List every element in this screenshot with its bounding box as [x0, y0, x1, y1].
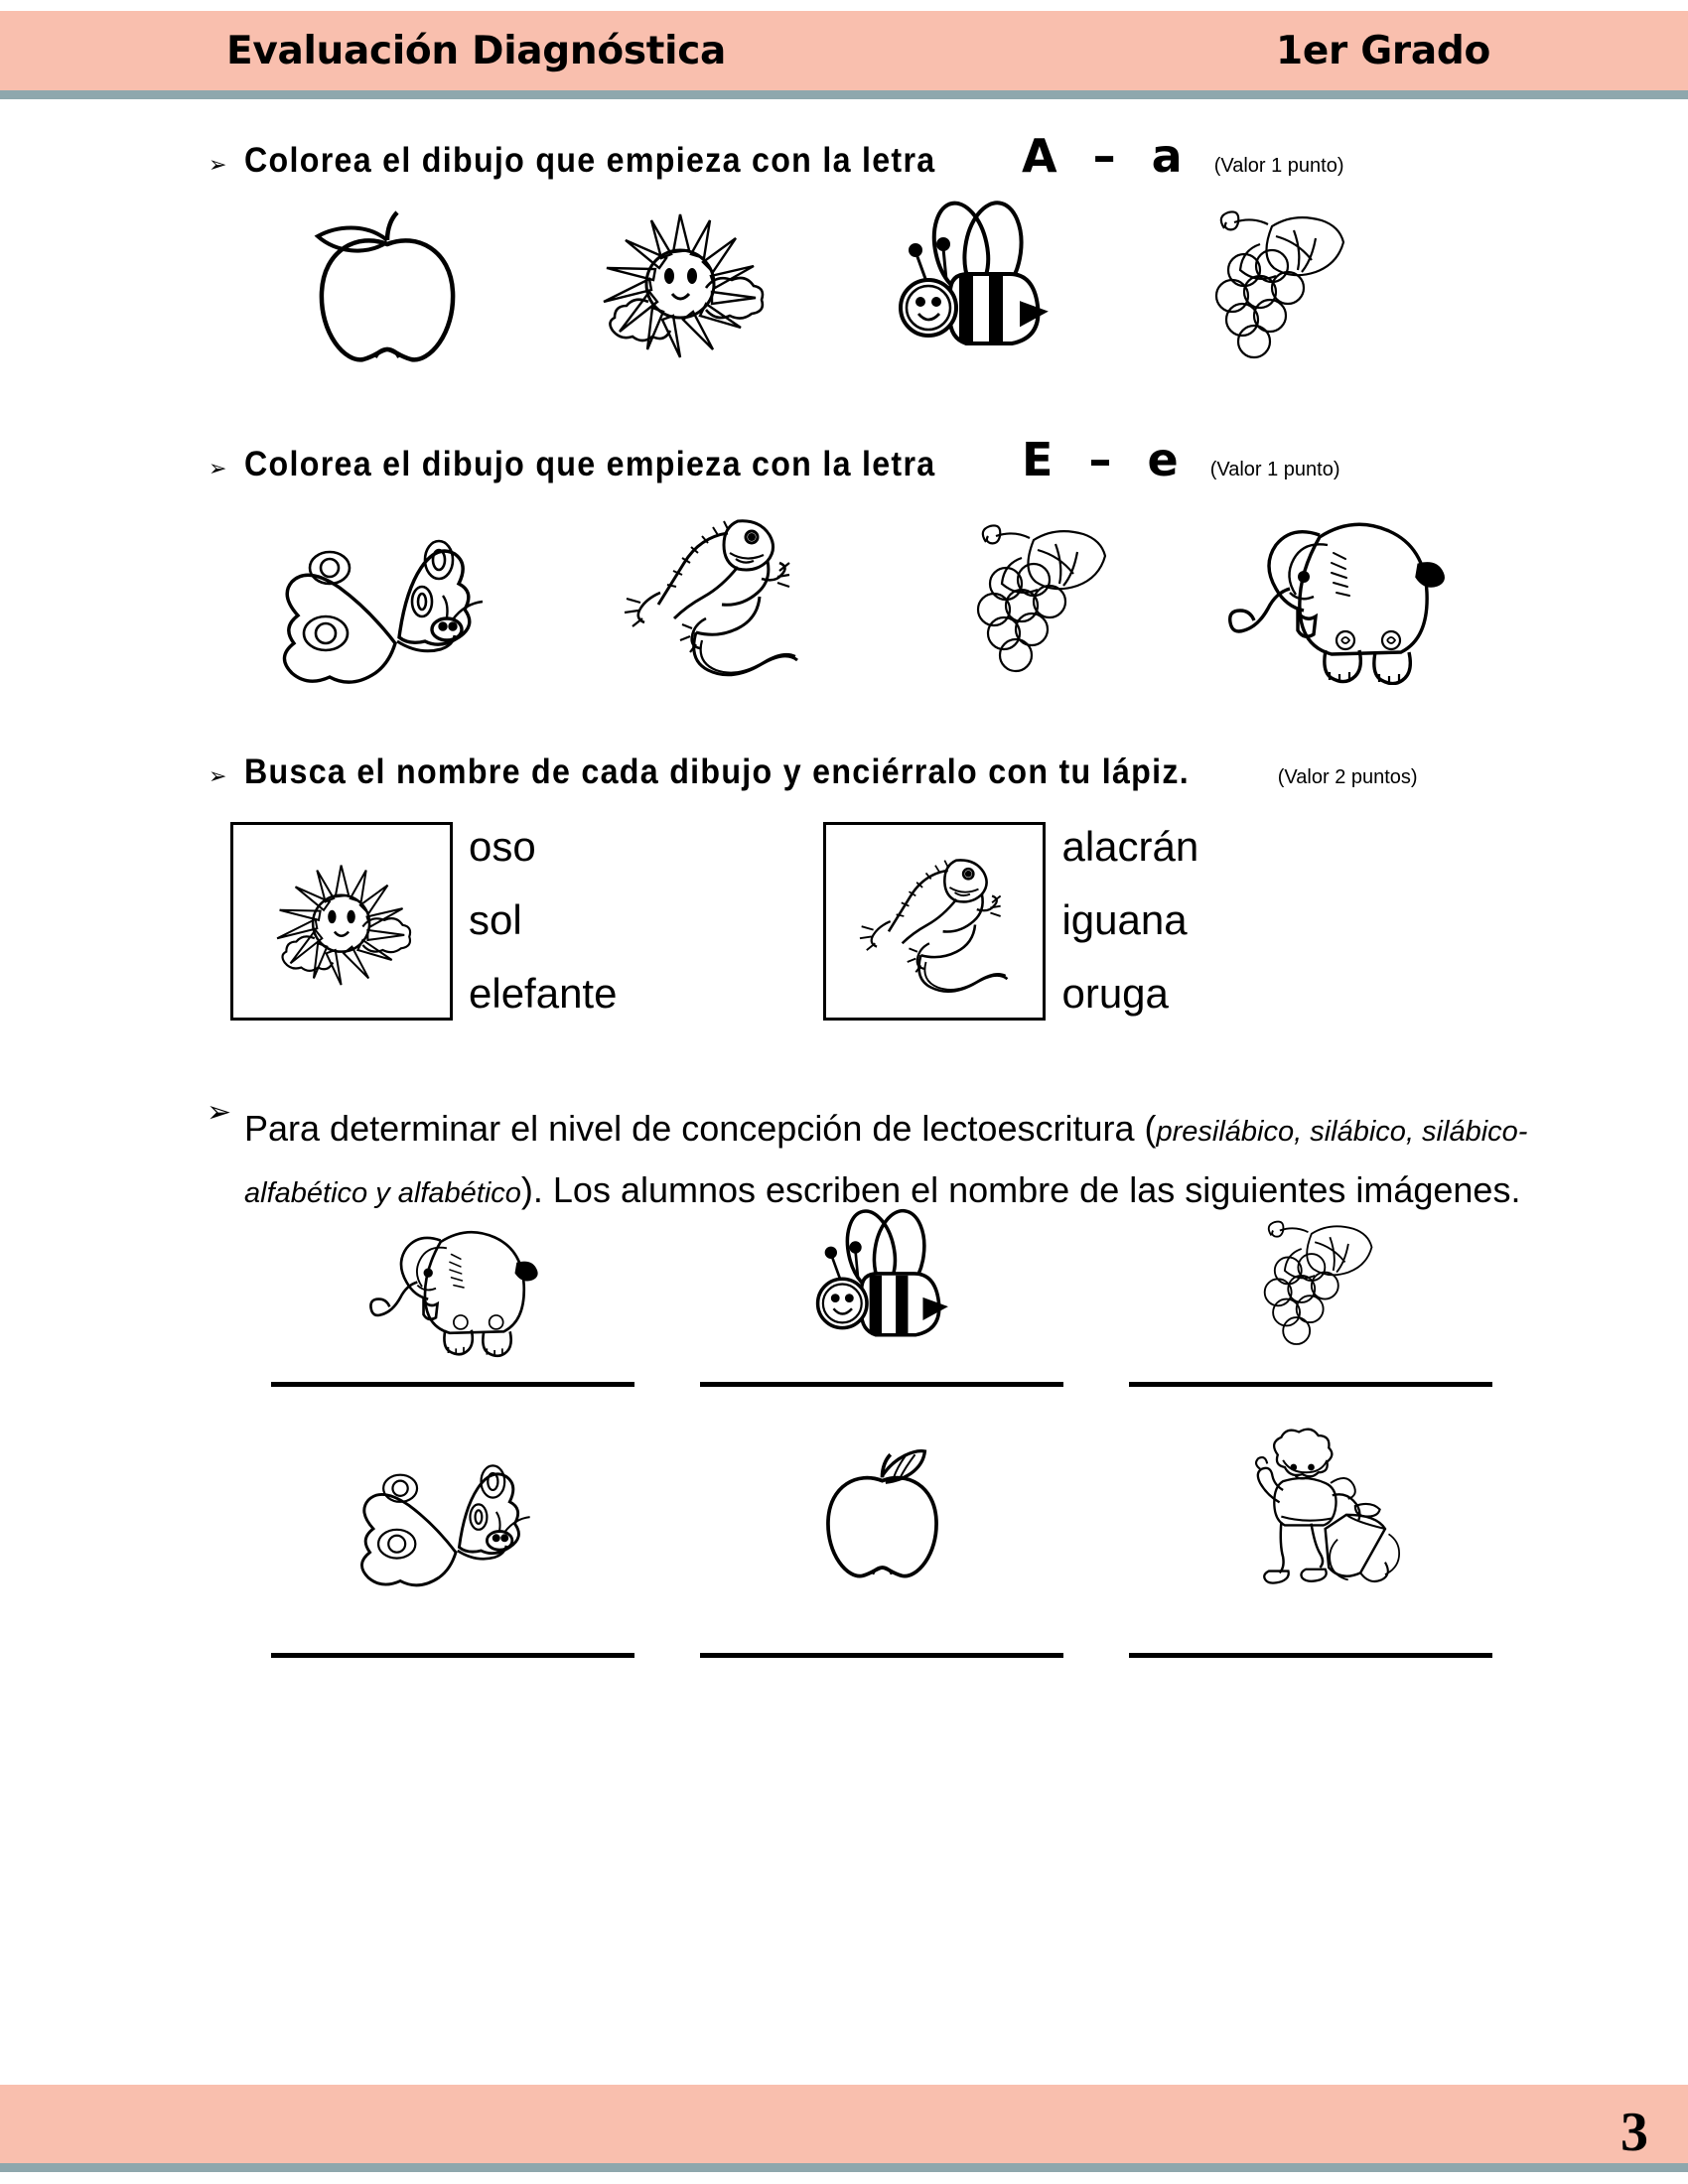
match-picture-box-sol[interactable]	[230, 822, 453, 1021]
answer-art-uvas	[1096, 1169, 1525, 1360]
answer-art-trompo	[1096, 1401, 1525, 1591]
page-number: 3	[1620, 2102, 1648, 2163]
answer-cell-elefante	[238, 1169, 667, 1360]
page-title: Evaluación Diagnóstica	[226, 28, 727, 73]
answer-line-cell	[1096, 1653, 1525, 1658]
exercise-3-point-value: (Valor 2 puntos)	[1277, 766, 1418, 788]
image-option-uvas[interactable]	[1122, 193, 1420, 371]
answer-art-manzana	[667, 1401, 1096, 1591]
sun-icon	[252, 840, 431, 1004]
answer-art-mariposa	[238, 1401, 667, 1591]
worksheet-content	[0, 107, 1688, 2078]
answer-cell-mariposa	[238, 1401, 667, 1591]
grapes-icon	[1177, 193, 1365, 371]
answer-line-row	[238, 1360, 1688, 1387]
match-word[interactable]: iguana	[1061, 896, 1188, 943]
match-word[interactable]: sol	[469, 896, 522, 943]
apple-icon	[800, 1433, 964, 1591]
exercise-3-instruction-text: Busca el nombre de cada dibujo y enciérralo con tu lápiz.	[244, 752, 1190, 791]
match-word[interactable]: oruga	[1061, 970, 1169, 1017]
bullet-arrow-icon: ➢	[209, 457, 227, 481]
answer-row	[238, 1169, 1688, 1360]
match-word-list-iguana	[1061, 822, 1198, 1021]
exercise-4	[0, 1021, 1688, 1658]
iguana-icon	[848, 840, 1022, 1004]
bullet-arrow-icon: ➢	[207, 1095, 232, 1130]
grade-label: 1er Grado	[1276, 28, 1490, 73]
bee-icon	[889, 193, 1057, 371]
exercise-2-image-row	[0, 486, 1688, 685]
exercise-2-point-value: (Valor 1 punto)	[1209, 459, 1340, 480]
write-line[interactable]	[700, 1653, 1063, 1658]
exercise-2-target-letters: E – e	[1022, 433, 1189, 486]
apple-icon	[288, 193, 487, 371]
grapes-icon	[1231, 1201, 1390, 1360]
match-picture-box-iguana[interactable]	[823, 822, 1046, 1021]
answer-art-elefante	[238, 1169, 667, 1360]
butterfly-icon	[278, 506, 506, 685]
elephant-icon	[366, 1211, 540, 1360]
answer-line-cell	[667, 1653, 1096, 1658]
write-line[interactable]	[1129, 1653, 1492, 1658]
child-with-spinning-top-icon	[1214, 1428, 1408, 1591]
exercise-4-text-italic: presilábico, silábico, silábico-alfabético y alfabético	[244, 1116, 1528, 1209]
image-option-elefante[interactable]	[1187, 501, 1484, 685]
image-option-sol[interactable]	[536, 193, 824, 371]
sun-icon	[574, 193, 787, 371]
exercise-1-point-value: (Valor 1 punto)	[1213, 155, 1344, 177]
answer-cell-trompo	[1096, 1401, 1525, 1591]
exercise-2-instruction-text: Colorea el dibujo que empieza con la letra	[244, 445, 936, 483]
bullet-arrow-icon: ➢	[209, 153, 227, 178]
bee-icon	[807, 1201, 956, 1360]
exercise-2	[0, 371, 1688, 685]
exercise-1-target-letters: A – a	[1022, 129, 1193, 183]
page-footer-bar	[0, 2085, 1688, 2172]
exercise-3-instruction-row	[0, 752, 1688, 792]
answer-line-cell	[238, 1653, 667, 1658]
exercise-4-answer-grid	[0, 1169, 1688, 1658]
write-line[interactable]	[271, 1653, 634, 1658]
exercise-3	[0, 685, 1688, 1021]
exercise-1-image-row	[0, 183, 1688, 371]
match-group-iguana	[823, 822, 1198, 1021]
exercise-3-match-area	[0, 792, 1688, 1021]
exercise-4-text-part2: ). Los alumnos escriben el nombre de las siguientes imágenes.	[520, 1168, 1521, 1210]
image-option-abeja[interactable]	[824, 193, 1122, 371]
answer-row	[238, 1387, 1688, 1591]
exercise-1-instruction-row	[0, 129, 1688, 183]
grapes-icon	[938, 506, 1127, 685]
match-word-list-sol	[469, 822, 617, 1021]
image-option-mariposa[interactable]	[238, 506, 546, 685]
exercise-4-text-part1: Para determinar el nivel de concepción de lectoescritura (	[244, 1108, 1157, 1149]
elephant-icon	[1224, 501, 1448, 685]
answer-cell-uvas	[1096, 1169, 1525, 1360]
exercise-1-instruction-text: Colorea el dibujo que empieza con la letra	[244, 141, 936, 180]
exercise-2-instruction-row	[0, 433, 1688, 486]
page-header-bar	[0, 11, 1688, 99]
image-option-uvas[interactable]	[879, 506, 1187, 685]
match-word[interactable]: oso	[469, 823, 536, 870]
butterfly-icon	[356, 1433, 550, 1591]
match-word[interactable]: alacrán	[1061, 823, 1199, 870]
image-option-manzana[interactable]	[238, 193, 536, 371]
match-group-sol	[230, 822, 617, 1021]
image-option-iguana[interactable]	[546, 501, 879, 685]
answer-cell-manzana	[667, 1401, 1096, 1591]
iguana-icon	[611, 501, 814, 685]
bullet-arrow-icon: ➢	[209, 764, 227, 789]
answer-line-row	[238, 1591, 1688, 1658]
match-word[interactable]: elefante	[469, 970, 618, 1017]
answer-cell-abeja	[667, 1169, 1096, 1360]
answer-art-abeja	[667, 1169, 1096, 1360]
exercise-1	[0, 107, 1688, 371]
